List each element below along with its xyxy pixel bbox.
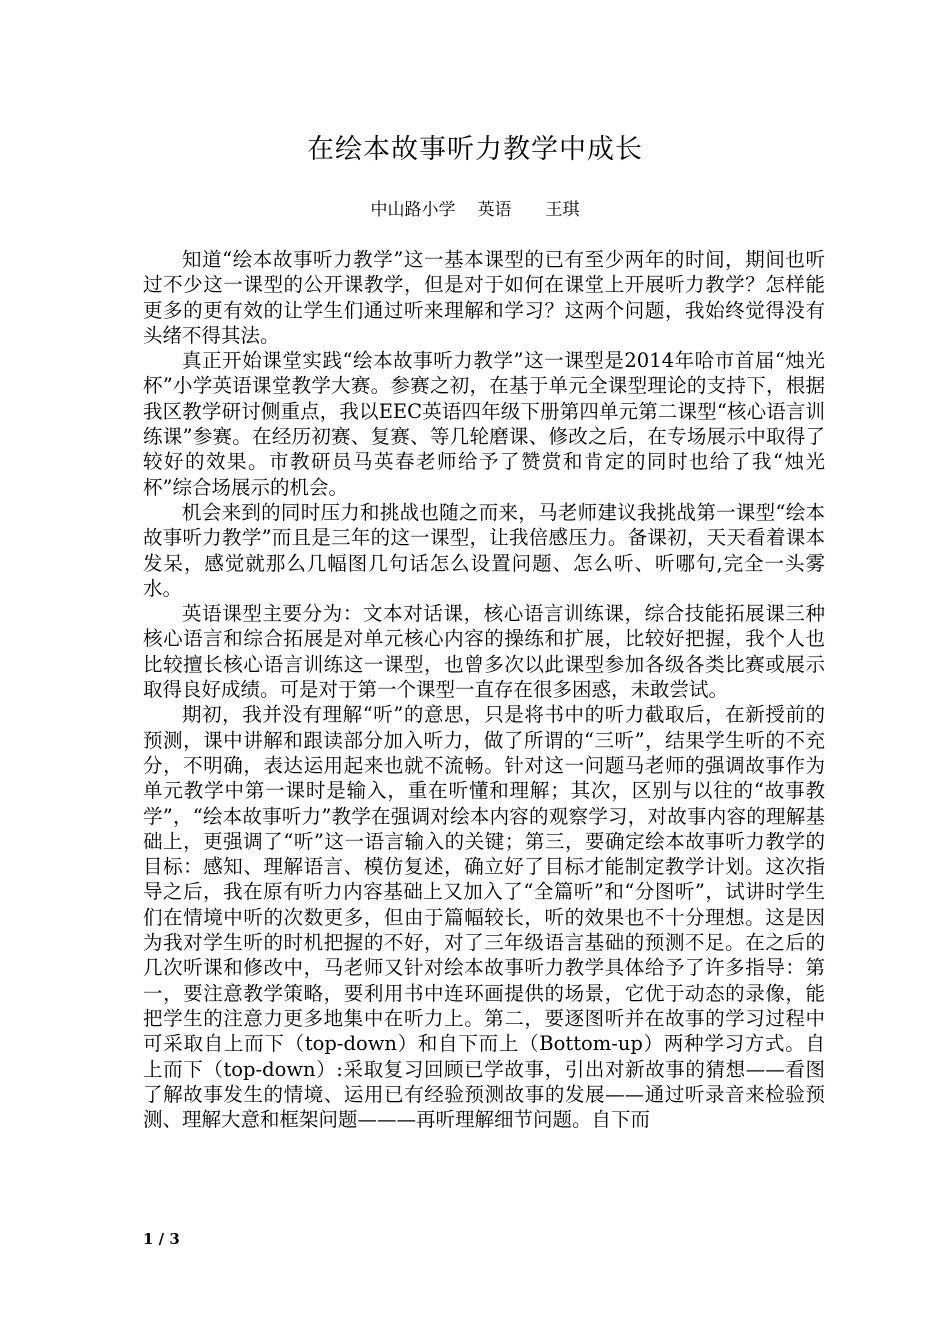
paragraph: 期初，我并没有理解“听”的意思，只是将书中的听力截取后，在新授前的预测，课中讲解和跟读部分加入听力，做了所谓的“三听”，结果学生听的不充分，不明确，表达运用起来也就不流畅。针对这一问题马老师的强调故事作为单元教学中第一课时是输入，重在听懂和理解；其次，区别与以往的“故事教学”，“绘本故事听力”教学在强调对绘本内容的观察学习，对故事内容的理解基础上，更强调了“听”这一语言输入的关键；第三，要确定绘本故事听力教学的目标：感知、理解语言、模仿复述，确立好了目标才能制定教学计划。这次指导之后，我在原有听力内容基础上又加入了“全篇听”和“分图听”，试讲时学生们在情境中听的次数更多，但由于篇幅较长，听的效果也不十分理想。这是因为我对学生听的时机把握的不好，对了三年级语言基础的预测不足。在之后的几次听课和修改中，马老师又针对绘本故事听力教学具体给予了许多指导：第一，要注意教学策略，要利用书中连环画提供的场景，它优于动态的录像，能把学生的注意力更多地集中在听力上。第二，要逐图听并在故事的学习过程中可采取自上而下（top-down）和自下而上（Bottom-up）两种学习方式。自上而下（top-down）:采取复习回顾已学故事，引出对新故事的猜想——看图了解故事发生的情境、运用已有经验预测故事的发展——通过听录音来检验预测、理解大意和框架问题———再听理解细节问题。自下而 [143, 703, 825, 1132]
byline [0, 198, 950, 222]
byline-school: 中山路小学 [370, 200, 456, 220]
byline-subject: 英语 [477, 200, 512, 220]
paragraph: 机会来到的同时压力和挑战也随之而来，马老师建议我挑战第一课型“绘本故事听力教学”而且是三年的这一课型，让我倍感压力。备课初，天天看着课本发呆，感觉就那么几幅图几句话怎么设置问题、怎么听、听哪句,完全一头雾水。 [143, 500, 825, 600]
paragraph: 知道“绘本故事听力教学”这一基本课型的已有至少两年的时间，期间也听过不少这一课型的公开课教学，但是对于如何在课堂上开展听力教学？怎样能更多的更有效的让学生们通过听来理解和学习？这两个问题，我始终觉得没有头绪不得其法。 [143, 248, 825, 347]
paragraph: 真正开始课堂实践“绘本故事听力教学”这一课型是2014年哈市首届“烛光杯”小学英语课堂教学大赛。参赛之初，在基于单元全课型理论的支持下，根据我区教学研讨侧重点，我以EEC英语四年级下册第四单元第二课型“核心语言训练课”参赛。在经历初赛、复赛、等几轮磨课、修改之后，在专场展示中取得了较好的效果。市教研员马英春老师给予了赞赏和肯定的同时也给了我“烛光杯”综合场展示的机会。 [143, 349, 825, 499]
document-title: 在绘本故事听力教学中成长 [307, 134, 643, 165]
byline-author: 王琪 [545, 200, 580, 220]
document-body [143, 247, 825, 1132]
paragraph: 英语课型主要分为：文本对话课，核心语言训练课，综合技能拓展课三种核心语言和综合拓展是对单元核心内容的操练和扩展，比较好把握，我个人也比较擅长核心语言训练这一课型，也曾多次以此课型参加各级各类比赛或展示取得良好成绩。可是对于第一个课型一直存在很多困惑，未敢尝试。 [143, 602, 825, 702]
page-number: 1 / 3 [143, 1230, 180, 1248]
